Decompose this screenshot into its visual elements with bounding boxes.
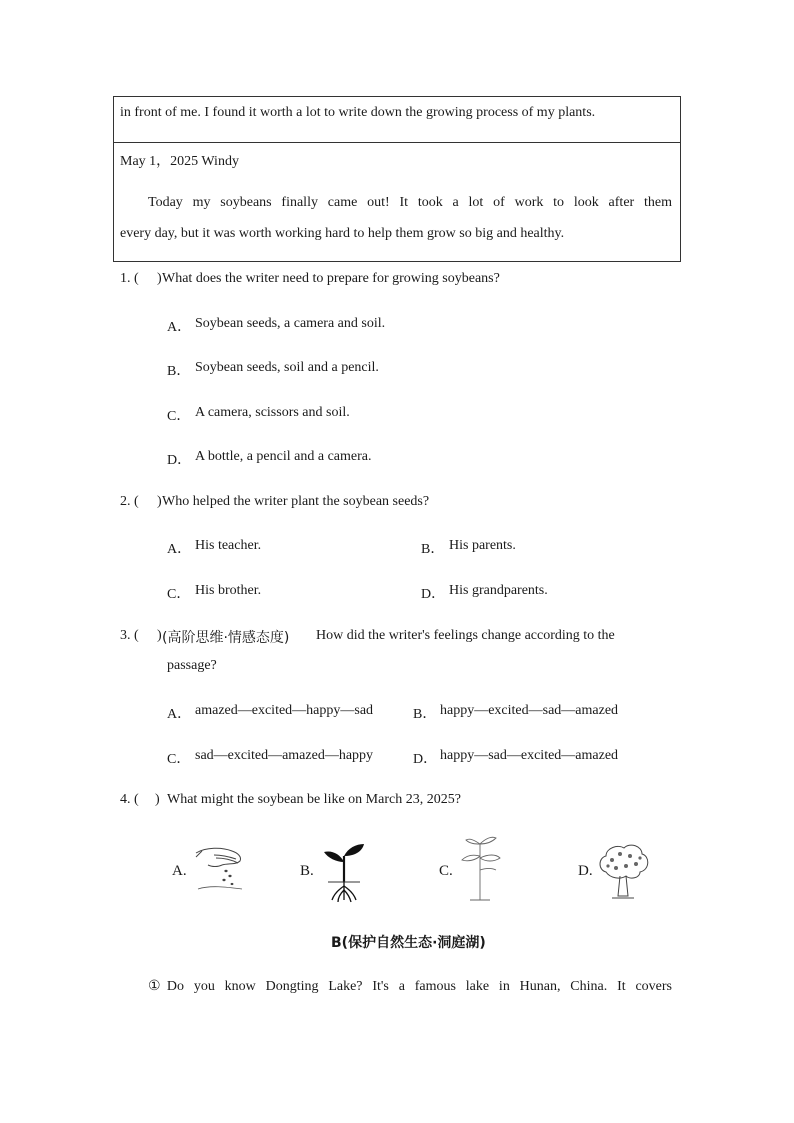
question-text: Who helped the writer plant the soybean seeds? xyxy=(162,494,430,509)
question-number: 3. ( xyxy=(120,628,139,643)
question-number: 2. ( xyxy=(120,494,139,509)
option-text: A bottle, a pencil and a camera. xyxy=(195,449,372,464)
option-letter: D． xyxy=(167,453,192,468)
option-text: happy—excited—sad—amazed xyxy=(440,703,619,718)
question-text: What does the writer need to prepare for growing soybeans? xyxy=(162,271,500,286)
option-letter: D． xyxy=(413,752,438,767)
option-letter: C． xyxy=(167,409,191,424)
question-text: What might the soybean be like on March 23, 2025? xyxy=(167,792,461,807)
option-text: His grandparents. xyxy=(449,583,548,598)
picture-option-letter: A. xyxy=(172,863,187,879)
option-letter: A． xyxy=(167,707,192,722)
reading-paragraph-line: ①Do you know Dongting Lake? It's a famous lake in Hunan, China. It covers xyxy=(148,979,672,994)
diary-date: May 1，2025 Windy xyxy=(120,154,239,169)
paren-close: ) xyxy=(157,271,162,286)
option-letter: C． xyxy=(167,752,191,767)
picture-option-letter: C. xyxy=(439,863,453,879)
option-text: Soybean seeds, a camera and soil. xyxy=(195,316,386,331)
option-letter: B． xyxy=(167,364,191,379)
divider xyxy=(114,142,680,143)
diary-text-line: in front of me. I found it worth a lot to write down the growing process of my plants. xyxy=(120,105,596,120)
option-text: sad—excited—amazed—happy xyxy=(195,748,374,763)
option-letter: C． xyxy=(167,587,191,602)
diary-excerpt-box xyxy=(113,96,681,262)
option-letter: A． xyxy=(167,320,192,335)
paren-close: ) xyxy=(155,792,160,807)
sprout-with-roots-icon xyxy=(320,842,366,904)
paren-close: ) xyxy=(157,494,162,509)
option-text: His parents. xyxy=(449,538,516,553)
diary-entry-line: every day, but it was worth working hard to help them grow so big and healthy. xyxy=(120,226,565,241)
option-letter: A． xyxy=(167,542,192,557)
option-text: His brother. xyxy=(195,583,262,598)
option-letter: B． xyxy=(421,542,445,557)
option-text: His teacher. xyxy=(195,538,262,553)
question-text: passage? xyxy=(167,658,217,673)
option-text: happy—sad—excited—amazed xyxy=(440,748,619,763)
option-letter: D． xyxy=(421,587,446,602)
question-number: 1. ( xyxy=(120,271,139,286)
picture-option-letter: B. xyxy=(300,863,314,879)
diary-entry-line: Today my soybeans finally came out! It took a lot of work to look after them xyxy=(148,195,672,210)
paren-close: ) xyxy=(157,628,162,643)
tall-seedling-icon xyxy=(458,834,504,904)
question-text: How did the writer's feelings change according to the xyxy=(316,628,615,643)
option-text: A camera, scissors and soil. xyxy=(195,405,350,420)
option-text: amazed—excited—happy—sad xyxy=(195,703,374,718)
question-tag: (高阶思维·情感态度) xyxy=(162,630,290,646)
question-number: 4. ( xyxy=(120,792,139,807)
option-letter: B． xyxy=(413,707,437,722)
option-text: Soybean seeds, soil and a pencil. xyxy=(195,360,379,375)
hand-sowing-seeds-icon xyxy=(192,843,246,893)
tree-icon xyxy=(596,842,650,902)
picture-option-letter: D. xyxy=(578,863,593,879)
section-heading: B(保护自然生态·洞庭湖) xyxy=(331,935,486,951)
